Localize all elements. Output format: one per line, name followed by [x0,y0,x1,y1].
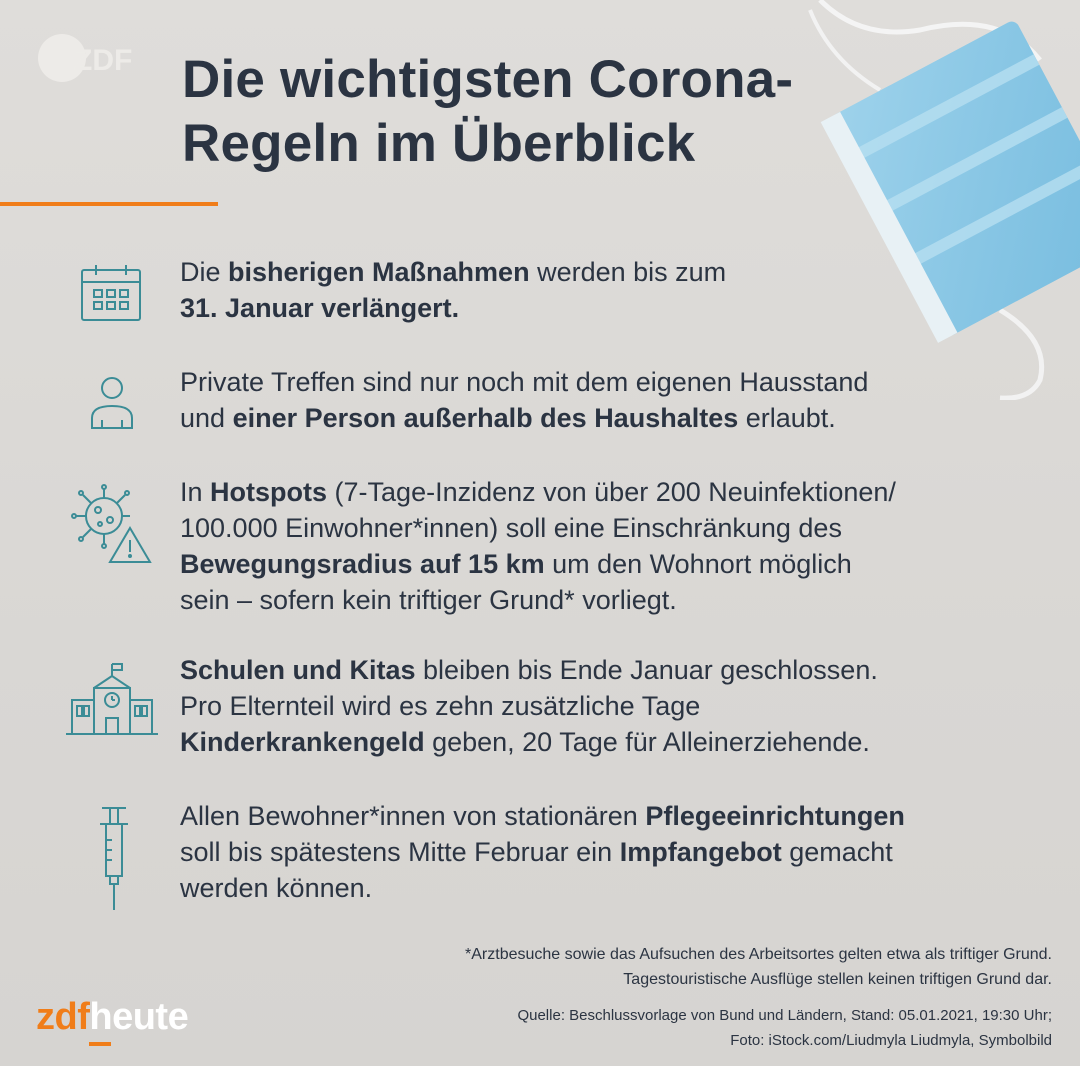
rule-line [180,546,1040,582]
bottom-edge [0,1066,1080,1077]
rule-line [180,290,1040,326]
rule-text-run: geben, 20 Tage für Alleinerziehende. [424,727,870,757]
rule-text-run: werden können. [180,873,373,903]
source-line-1: Quelle: Beschlussvorlage von Bund und Ländern, Stand: 05.01.2021, 19:30 Uhr; [517,1007,1052,1024]
rule-text-run: erlaubt. [738,403,836,433]
rule-2-text [180,364,1040,436]
rule-text-run: werden bis zum [529,257,727,287]
rule-emphasis: Bewegungsradius auf 15 km [180,549,545,579]
rule-text-run: Die [180,257,229,287]
rule-text-run: (7-Tage-Inzidenz von über 200 Neuinfektionen/ [327,477,896,507]
zdf-watermark-logo [36,30,146,90]
rule-line [180,834,1040,870]
rule-emphasis: Schulen und Kitas [180,655,416,685]
title-line-2: Regeln im Überblick [182,114,696,173]
title-line-1: Die wichtigsten Corona- [182,50,794,109]
rule-line [180,688,1040,724]
zdfheute-logo [36,996,188,1039]
rule-emphasis: 31. Januar verlängert. [180,293,460,323]
rule-emphasis: bisherigen Maßnahmen [228,257,530,287]
rule-text-run: Private Treffen sind nur noch mit dem eigenen Hausstand [180,367,869,397]
rule-5-text [180,798,1040,906]
rule-line [180,400,1040,436]
rule-text-run: gemacht [781,837,893,867]
rule-emphasis: Pflegeeinrichtungen [645,801,905,831]
rule-line [180,254,1040,290]
rule-text-run: soll bis spätestens Mitte Februar ein [180,837,620,867]
rule-line [180,798,1040,834]
person-icon [90,376,134,432]
page-title [182,48,793,176]
rule-text-run: 100.000 Einwohner*innen) soll eine Einschränkung des [180,513,842,543]
rule-1-text [180,254,1040,326]
footnote-line-1: *Arztbesuche sowie das Aufsuchen des Arbeitsortes gelten etwa als triftiger Grund. [465,946,1052,963]
rule-text-run: und [180,403,233,433]
rule-emphasis: Impfangebot [619,837,782,867]
rule-line [180,582,1040,618]
rule-text-run: In [180,477,211,507]
rule-line [180,364,1040,400]
rule-text-run: Pro Elternteil wird es zehn zusätzliche Tage [180,691,701,721]
rule-line [180,474,1040,510]
footnote-line-2: Tagestouristische Ausflüge stellen keinen triftigen Grund dar. [623,971,1052,988]
rule-emphasis: Hotspots [210,477,328,507]
footnote [465,942,1052,992]
school-icon [64,662,160,738]
calendar-icon [80,264,144,324]
face-mask-photo [800,0,1080,400]
rule-emphasis: Kinderkrankengeld [180,727,425,757]
rule-line [180,724,1040,760]
rule-text-run: bleiben bis Ende Januar geschlossen. [415,655,878,685]
rule-line [180,652,1040,688]
syringe-icon [98,806,130,912]
svg-text:ZDF: ZDF [74,44,133,77]
logo-zdf: zdf [36,996,90,1038]
rule-text-run: Allen Bewohner*innen von stationären [180,801,646,831]
rule-emphasis: einer Person außerhalb des Haushaltes [232,403,739,433]
logo-heute: heute [89,996,189,1038]
source-credit [517,1003,1052,1053]
rule-text-run: um den Wohnort möglich [544,549,852,579]
rule-text-run: sein – sofern kein triftiger Grund* vorliegt. [180,585,677,615]
virus-warning-icon [70,484,154,564]
rule-line [180,870,1040,906]
rule-4-text [180,652,1040,760]
source-line-2: Foto: iStock.com/Liudmyla Liudmyla, Symbolbild [730,1032,1052,1049]
rule-line [180,510,1040,546]
rule-3-text [180,474,1040,618]
title-underline [0,202,218,206]
